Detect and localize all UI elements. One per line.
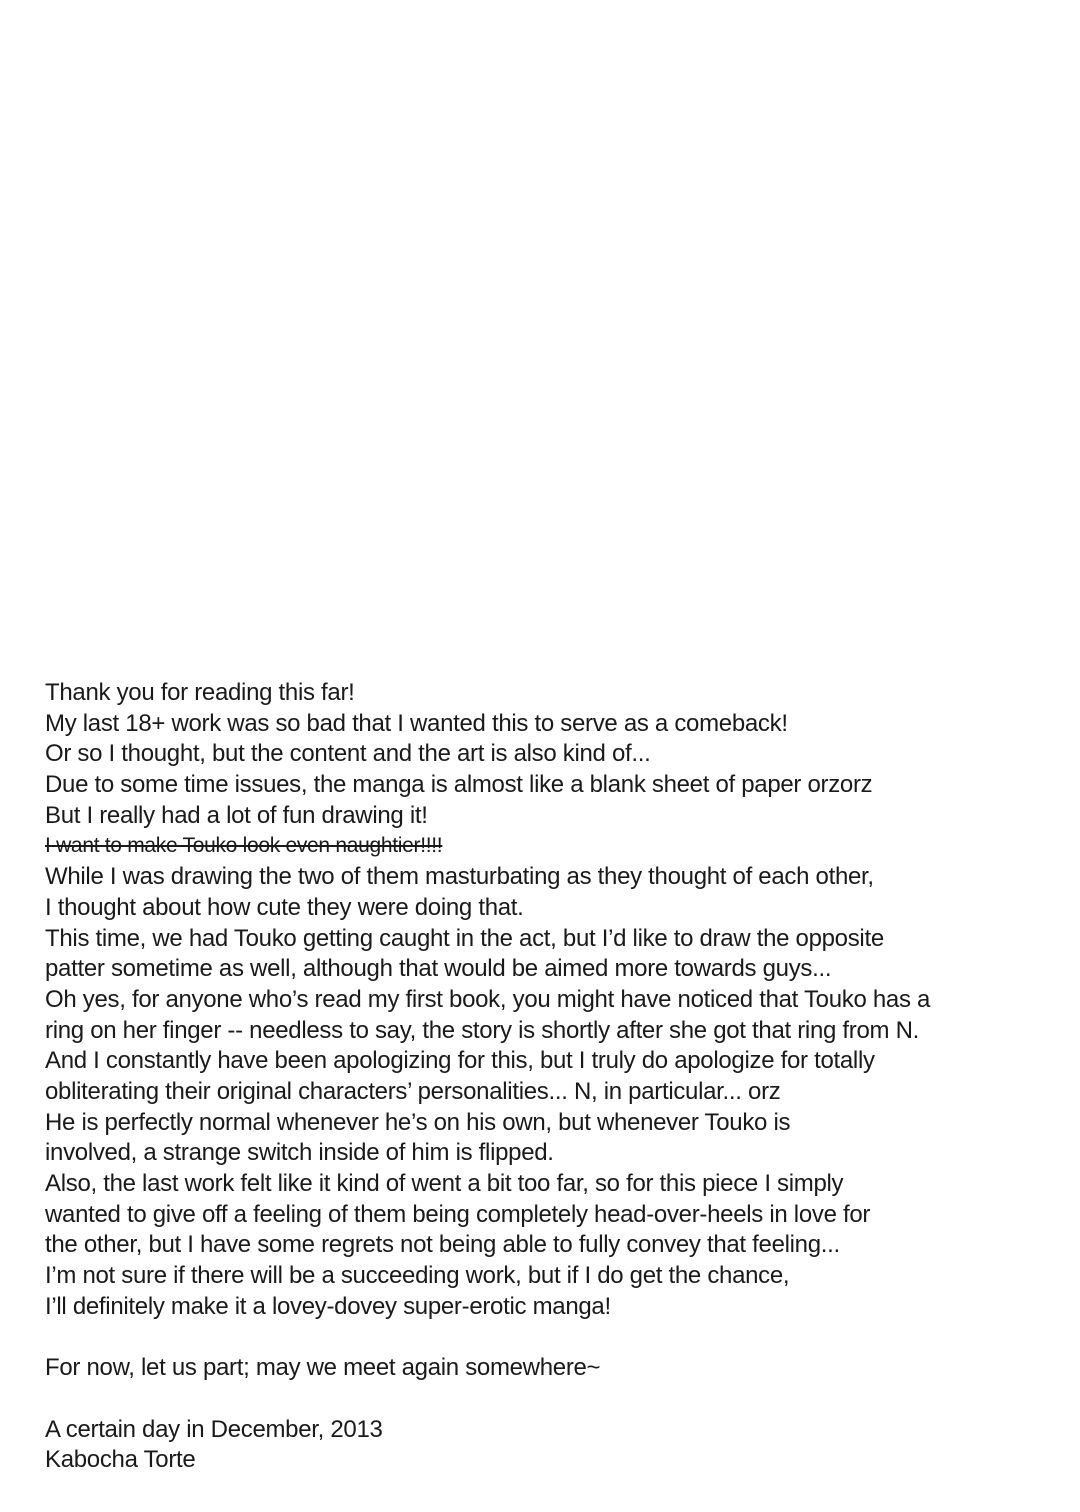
text-line: obliterating their original characters’ personalities... N, in particular... orz bbox=[45, 1077, 781, 1105]
text-line: involved, a strange switch inside of him is flipped. bbox=[45, 1139, 554, 1167]
text-line: the other, but I have some regrets not being able to fully convey that feeling... bbox=[45, 1231, 840, 1259]
text-line: Thank you for reading this far! bbox=[45, 679, 355, 706]
text-line: Oh yes, for anyone who’s read my first book, you might have noticed that Touko has a bbox=[45, 985, 931, 1013]
text-line: He is perfectly normal whenever he’s on his own, but whenever Touko is bbox=[45, 1108, 791, 1136]
text-line: I’m not sure if there will be a succeeding work, but if I do get the chance, bbox=[45, 1262, 790, 1290]
text-line: While I was drawing the two of them masturbating as they thought of each other, bbox=[45, 863, 874, 891]
afterword-text bbox=[45, 678, 1055, 1476]
text-line: I thought about how cute they were doing that. bbox=[45, 893, 524, 921]
text-line: But I really had a lot of fun drawing it! bbox=[45, 801, 428, 829]
struck-through-line: I want to make Touko look even naughtier!!!! bbox=[45, 834, 443, 858]
text-line: patter sometime as well, although that would be aimed more towards guys... bbox=[45, 955, 832, 983]
text-line: My last 18+ work was so bad that I wanted this to serve as a comeback! bbox=[45, 709, 788, 737]
date-line: A certain day in December, 2013 bbox=[45, 1415, 383, 1443]
text-line: I’ll definitely make it a lovey-dovey super-erotic manga! bbox=[45, 1292, 611, 1320]
text-line: And I constantly have been apologizing for this, but I truly do apologize for totally bbox=[45, 1047, 875, 1075]
author-signature: Kabocha Torte bbox=[45, 1446, 196, 1474]
text-line: Or so I thought, but the content and the art is also kind of... bbox=[45, 740, 651, 768]
paragraph-gap bbox=[45, 1322, 1055, 1353]
paragraph-gap bbox=[45, 1384, 1055, 1415]
farewell-line: For now, let us part; may we meet again somewhere~ bbox=[45, 1354, 601, 1382]
text-line: ring on her finger -- needless to say, the story is shortly after she got that ring from N. bbox=[45, 1016, 919, 1044]
text-line: Due to some time issues, the manga is almost like a blank sheet of paper orzorz bbox=[45, 771, 873, 799]
text-line: This time, we had Touko getting caught in the act, but I’d like to draw the opposite bbox=[45, 924, 884, 952]
text-line: Also, the last work felt like it kind of went a bit too far, so for this piece I simply bbox=[45, 1170, 844, 1197]
text-line: wanted to give off a feeling of them being completely head-over-heels in love for bbox=[45, 1200, 871, 1228]
